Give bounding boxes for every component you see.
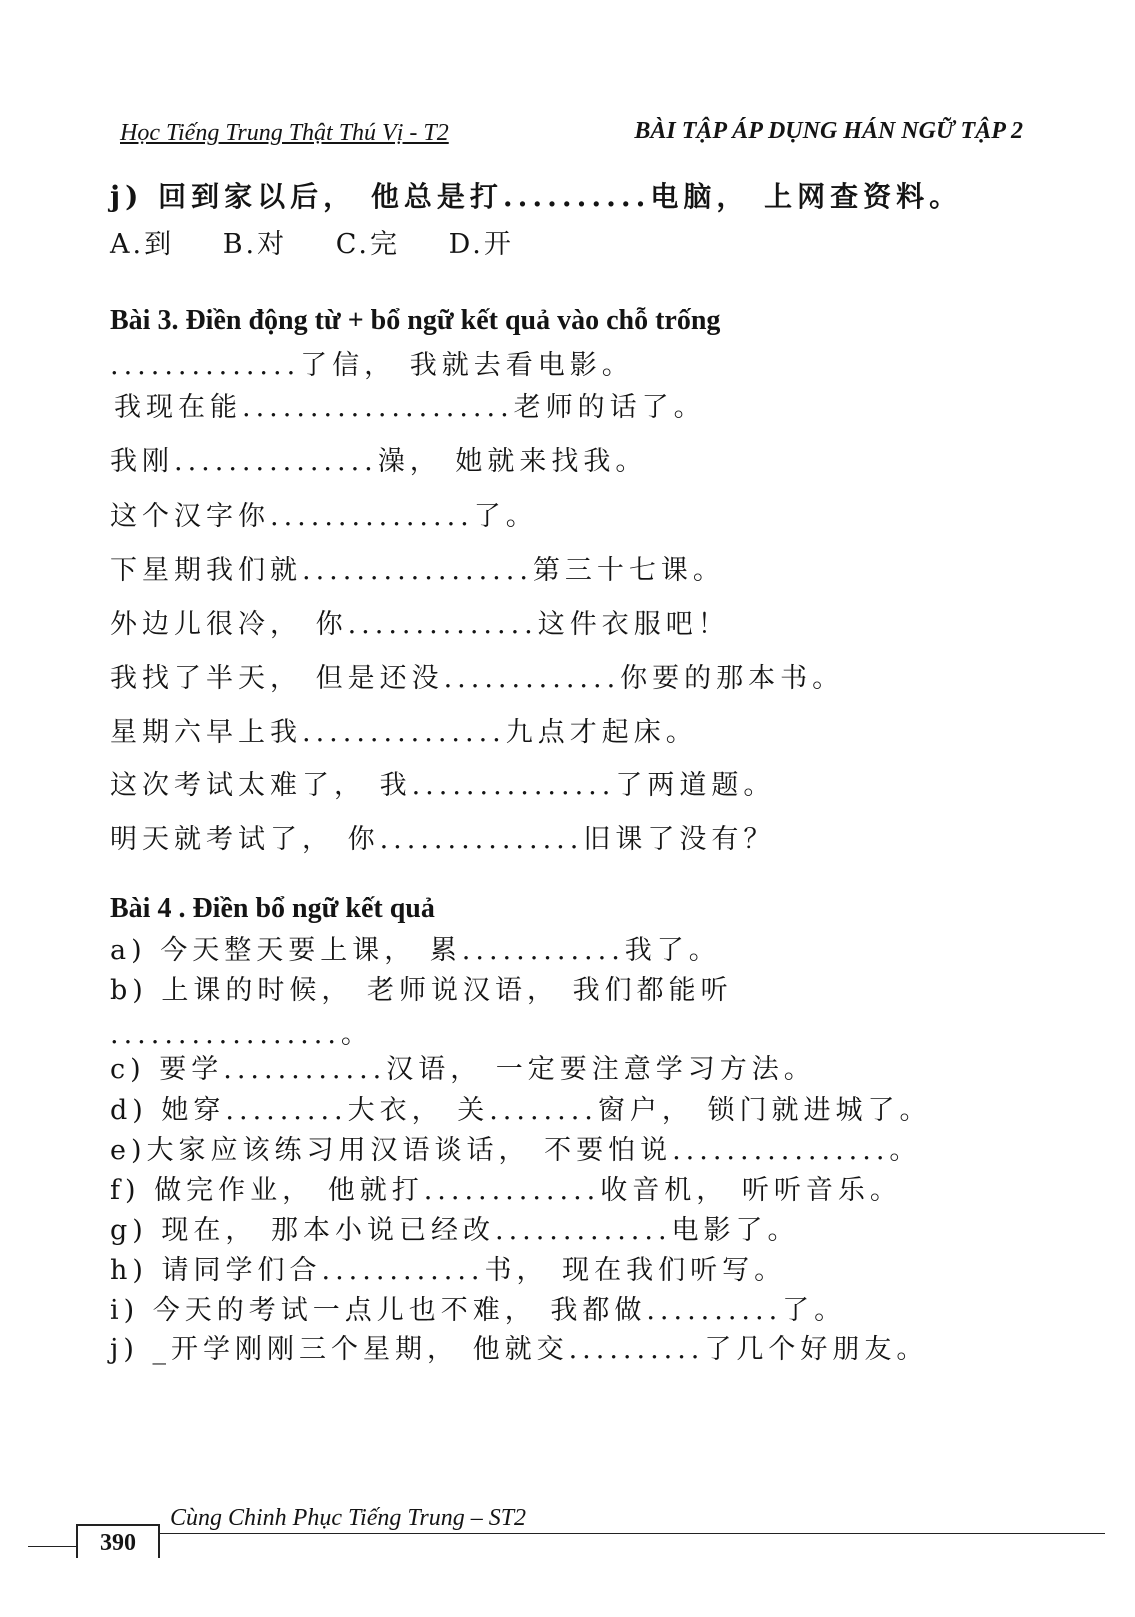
bai4-line: .................。: [110, 1019, 373, 1050]
option-c: C.完: [335, 229, 400, 260]
bai4-line: b) 上课的时候， 老师说汉语， 我们都能听: [110, 975, 733, 1006]
bai3-line: 我找了半天， 但是还没.............你要的那本书。: [110, 663, 845, 694]
bai4-line: h) 请同学们合............书， 现在我们听写。: [110, 1255, 787, 1286]
bai4-line: a) 今天整天要上课， 累............我了。: [110, 935, 721, 966]
bai4-line: g) 现在， 那本小说已经改.............电影了。: [110, 1215, 800, 1246]
bai3-line: 这个汉字你...............了。: [110, 501, 538, 532]
bai4-line: i) 今天的考试一点儿也不难， 我都做..........了。: [110, 1295, 847, 1326]
footer-title: Cùng Chinh Phục Tiếng Trung – ST2: [170, 1505, 527, 1531]
bai3-heading: Bài 3. Điền động từ + bổ ngữ kết quả vào chỗ trống: [110, 305, 721, 336]
footer-rule: [160, 1533, 1105, 1534]
question-j-options: [110, 222, 554, 261]
bai3-line: 这次考试太难了， 我...............了两道题。: [110, 770, 776, 801]
option-a: A.到: [110, 229, 175, 260]
bai3-line: 星期六早上我...............九点才起床。: [110, 717, 698, 748]
footer-rule: [28, 1546, 76, 1547]
bai4-heading: Bài 4 . Điền bổ ngữ kết quả: [110, 893, 435, 924]
bai4-line: f) 做完作业， 他就打.............收音机， 听听音乐。: [110, 1175, 902, 1206]
page-number: 390: [76, 1524, 160, 1558]
bai3-line: 我现在能....................老师的话了。: [114, 392, 706, 423]
bai3-line: 我刚...............澡， 她就来找我。: [110, 446, 648, 477]
bai4-line: j) _开学刚刚三个星期， 他就交..........了几个好朋友。: [110, 1334, 929, 1365]
bai4-line: e)大家应该练习用汉语谈话， 不要怕说................。: [110, 1135, 922, 1166]
bai3-line: 外边儿很冷， 你..............这件衣服吧！: [110, 609, 730, 640]
bai4-line: d) 她穿.........大衣， 关........窗户， 锁门就进城了。: [110, 1095, 932, 1126]
option-b: B.对: [222, 229, 288, 260]
running-header-right: BÀI TẬP ÁP DỤNG HÁN NGỮ TẬP 2: [634, 118, 1023, 144]
option-d: D.开: [448, 229, 514, 260]
bai3-line: 下星期我们就.................第三十七课。: [110, 555, 725, 586]
bai4-line: c) 要学............汉语， 一定要注意学习方法。: [110, 1054, 816, 1085]
question-j-text: j) 回到家以后， 他总是打..........电脑， 上网查资料。: [110, 180, 963, 213]
running-header-left: Học Tiếng Trung Thật Thú Vị - T2: [120, 120, 449, 146]
bai3-line: ..............了信， 我就去看电影。: [110, 350, 634, 381]
bai3-line: 明天就考试了， 你...............旧课了没有？: [110, 824, 776, 855]
